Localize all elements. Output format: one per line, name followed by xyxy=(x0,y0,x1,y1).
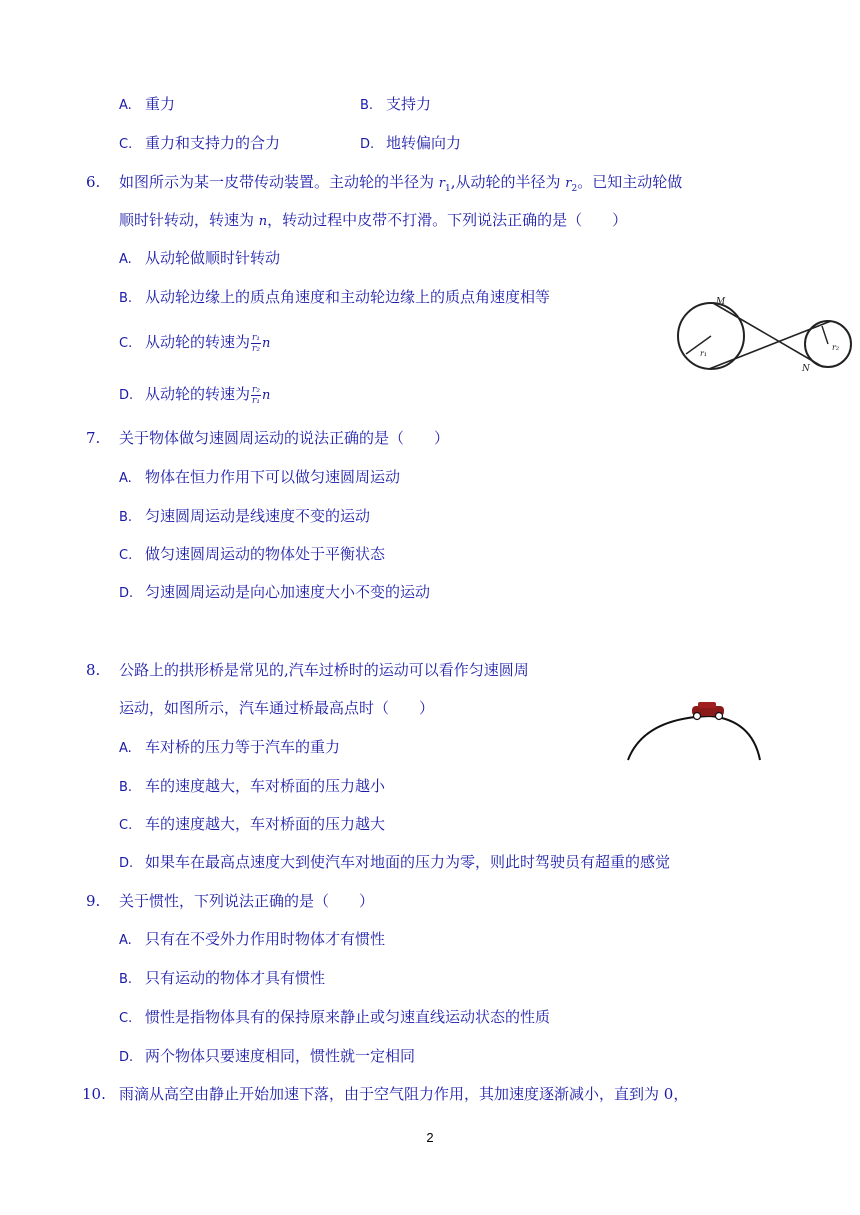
q9-option-d xyxy=(119,1046,415,1068)
fraction xyxy=(251,385,261,406)
q6-option-c xyxy=(119,332,270,354)
option-label: D. xyxy=(119,1050,134,1065)
option-label: C. xyxy=(119,818,133,833)
option-text: 做匀速圆周运动的物体处于平衡状态 xyxy=(145,545,386,563)
fraction-numerator: r₁ xyxy=(252,332,260,343)
q7-option-a xyxy=(119,467,400,489)
q7-option-c xyxy=(119,544,385,566)
q5-option-a xyxy=(119,94,175,116)
option-label: A. xyxy=(119,252,132,267)
label-r2: r₂ xyxy=(832,343,840,352)
option-label: B. xyxy=(119,291,133,306)
option-text: 从动轮的转速为 xyxy=(145,385,251,403)
option-label: A. xyxy=(119,741,132,756)
q7-option-b xyxy=(119,506,370,528)
q9-number: 9. xyxy=(86,892,101,910)
option-text: 惯性是指物体具有的保持原来静止或匀速直线运动状态的性质 xyxy=(145,1008,551,1026)
n-symbol: n xyxy=(261,336,271,351)
belt-drive-figure xyxy=(672,296,858,374)
option-label: B. xyxy=(119,780,133,795)
q5-option-d xyxy=(360,133,461,155)
fraction-numerator: r₂ xyxy=(252,384,260,395)
option-text: 匀速圆周运动是向心加速度大小不变的运动 xyxy=(145,583,431,601)
option-label: A. xyxy=(119,98,132,113)
q6-stem-line2 xyxy=(119,210,627,232)
fraction-denominator: r₁ xyxy=(252,395,260,406)
q9-stem: 关于惯性，下列说法正确的是（ ） xyxy=(119,892,375,910)
option-label: B. xyxy=(119,510,133,525)
option-label: B. xyxy=(119,972,133,987)
q6-stem-line1 xyxy=(119,172,682,199)
r1-subscript: 1 xyxy=(445,184,451,194)
q8-option-c xyxy=(119,814,385,836)
option-text: 物体在恒力作用下可以做匀速圆周运动 xyxy=(145,468,401,486)
option-text: 匀速圆周运动是线速度不变的运动 xyxy=(145,507,371,525)
q6-text: ,从动轮的半径为 xyxy=(450,173,566,191)
n-symbol: n xyxy=(258,214,268,229)
q6-text: 如图所示为某一皮带传动装置。主动轮的半径为 xyxy=(119,173,439,191)
q9-option-c xyxy=(119,1007,550,1029)
q5-option-b xyxy=(360,94,431,116)
arch-bridge-figure xyxy=(624,700,764,762)
option-label: D. xyxy=(119,856,134,871)
option-label: C. xyxy=(119,336,133,351)
q10-stem: 雨滴从高空由静止开始加速下落，由于空气阻力作用，其加速度逐渐减小，直到为 0， xyxy=(119,1085,689,1103)
label-m: M xyxy=(716,297,726,307)
option-text: 只有在不受外力作用时物体才有惯性 xyxy=(145,930,386,948)
option-label: A. xyxy=(119,471,132,486)
r2-symbol: r xyxy=(565,176,572,191)
q9-option-a xyxy=(119,929,385,951)
n-symbol: n xyxy=(261,388,271,403)
option-text: 两个物体只要速度相同，惯性就一定相同 xyxy=(145,1047,416,1065)
option-label: B. xyxy=(360,98,374,113)
q9-option-b xyxy=(119,968,325,990)
option-label: D. xyxy=(119,586,134,601)
option-label: A. xyxy=(119,933,132,948)
q6-option-d xyxy=(119,384,270,406)
q8-number: 8. xyxy=(86,661,101,679)
q10-number: 10. xyxy=(82,1085,106,1103)
q8-option-a xyxy=(119,737,340,759)
r2-subscript: 2 xyxy=(571,184,578,194)
fraction xyxy=(251,333,261,354)
option-text: 从动轮的转速为 xyxy=(145,333,251,351)
option-text: 重力和支持力的合力 xyxy=(145,134,281,152)
option-text: 从动轮边缘上的质点角速度和主动轮边缘上的质点角速度相等 xyxy=(145,288,551,306)
r1-symbol: r xyxy=(438,176,445,191)
bridge-arch xyxy=(628,716,760,760)
option-text: 只有运动的物体才具有惯性 xyxy=(145,969,326,987)
q8-stem-line1: 公路上的拱形桥是常见的,汽车过桥时的运动可以看作匀速圆周 xyxy=(119,661,529,679)
option-label: D. xyxy=(119,388,134,403)
label-n: N xyxy=(802,364,810,374)
label-r1: r₁ xyxy=(700,349,708,358)
q6-text: 顺时针转动，转速为 xyxy=(119,211,259,229)
radius-r2-line xyxy=(822,326,828,344)
option-text: 车的速度越大，车对桥面的压力越大 xyxy=(145,815,386,833)
option-text: 从动轮做顺时针转动 xyxy=(145,249,281,267)
q6-option-b xyxy=(119,287,550,309)
q6-number: 6. xyxy=(86,173,101,191)
option-text: 地转偏向力 xyxy=(386,134,462,152)
page-number: 2 xyxy=(426,1130,434,1145)
option-label: D. xyxy=(360,137,375,152)
q6-text: 。已知主动轮做 xyxy=(577,173,683,191)
option-text: 车对桥的压力等于汽车的重力 xyxy=(145,738,341,756)
q8-option-b xyxy=(119,776,385,798)
q8-stem-line2: 运动，如图所示，汽车通过桥最高点时（ ） xyxy=(119,699,435,717)
option-text: 支持力 xyxy=(386,95,432,113)
radius-r1-line xyxy=(686,336,711,354)
q6-option-a xyxy=(119,248,280,270)
q7-stem: 关于物体做匀速圆周运动的说法正确的是（ ） xyxy=(119,429,450,447)
q8-option-d xyxy=(119,852,670,874)
fraction-denominator: r₂ xyxy=(252,343,260,354)
q6-text: ，转动过程中皮带不打滑。下列说法正确的是（ ） xyxy=(267,211,628,229)
option-text: 车的速度越大，车对桥面的压力越小 xyxy=(145,777,386,795)
q7-option-d xyxy=(119,582,430,604)
option-label: C. xyxy=(119,137,133,152)
option-text: 重力 xyxy=(145,95,176,113)
option-label: C. xyxy=(119,548,133,563)
option-text: 如果车在最高点速度大到使汽车对地面的压力为零，则此时驾驶员有超重的感觉 xyxy=(145,853,671,871)
q7-number: 7. xyxy=(86,429,101,447)
q5-option-c xyxy=(119,133,280,155)
option-label: C. xyxy=(119,1011,133,1026)
